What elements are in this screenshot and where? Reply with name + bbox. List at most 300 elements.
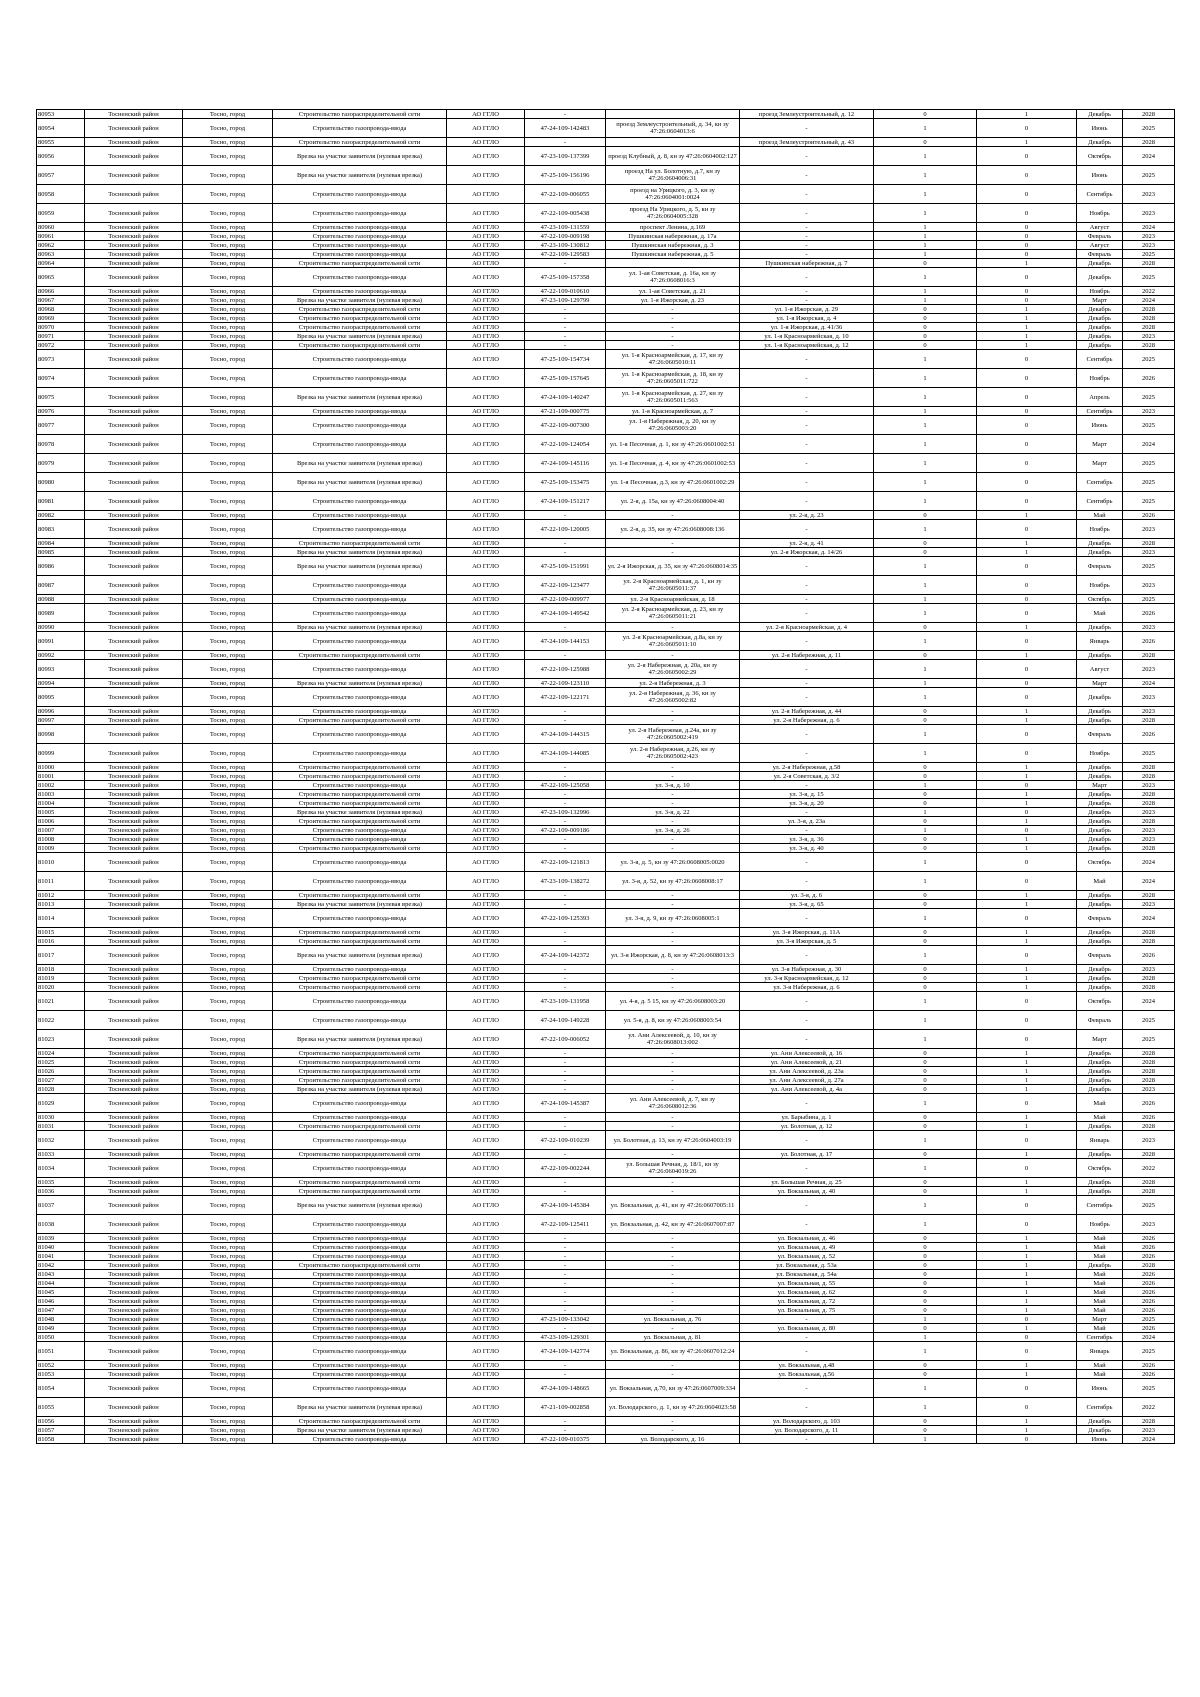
cell-object-address: ул. 3-я, д. 9, кн зу 47:26:0608005:1	[606, 909, 740, 928]
table-row	[37, 1094, 1175, 1113]
cell-count-network: 1	[977, 1361, 1077, 1370]
cell-network-address: ул. 1-я Красноармейская, д. 10	[740, 332, 874, 341]
cell-settlement: Тосно, город	[183, 781, 273, 790]
cell-year: 2026	[1123, 1094, 1175, 1113]
cell-district: Тосненский район	[85, 1049, 183, 1058]
cell-month: Август	[1077, 241, 1123, 250]
cell-year: 2025	[1123, 473, 1175, 492]
cell-work-type: Врезка на участке заявителя (нулевая врезка)	[273, 166, 447, 185]
cell-district: Тосненский район	[85, 232, 183, 241]
cell-object-address: ул. 2-я, д. 35, кн зу 47:26:0608008:136	[606, 520, 740, 539]
cell-year: 2023	[1123, 707, 1175, 716]
cell-organization: АО ГГЛО	[447, 110, 525, 119]
cell-network-address: -	[740, 407, 874, 416]
cell-settlement: Тосно, город	[183, 1159, 273, 1178]
cell-year: 2028	[1123, 259, 1175, 268]
cell-district: Тосненский район	[85, 1261, 183, 1270]
cell-district: Тосненский район	[85, 323, 183, 332]
cell-row-id: 80989	[37, 604, 85, 623]
cell-month: Май	[1077, 1234, 1123, 1243]
cell-district: Тосненский район	[85, 1150, 183, 1159]
cell-organization: АО ГГЛО	[447, 241, 525, 250]
cell-count-network: 0	[977, 576, 1077, 595]
cell-work-type: Строительство газопровода-ввода	[273, 416, 447, 435]
cell-row-id: 81051	[37, 1342, 85, 1361]
cell-month: Декабрь	[1077, 974, 1123, 983]
cell-network-address: -	[740, 576, 874, 595]
cell-year: 2024	[1123, 223, 1175, 232]
cell-request-number: 47-22-109-123477	[525, 576, 606, 595]
cell-work-type: Строительство газопровода-ввода	[273, 1288, 447, 1297]
table-row	[37, 781, 1175, 790]
cell-network-address: ул. 2-я Набережная, д. 6	[740, 716, 874, 725]
cell-count-network: 1	[977, 323, 1077, 332]
cell-count-connections: 1	[874, 604, 977, 623]
cell-month: Декабрь	[1077, 826, 1123, 835]
cell-district: Тосненский район	[85, 1342, 183, 1361]
cell-organization: АО ГГЛО	[447, 511, 525, 520]
cell-request-number: -	[525, 305, 606, 314]
cell-count-connections: 1	[874, 826, 977, 835]
cell-object-address: -	[606, 790, 740, 799]
cell-settlement: Тосно, город	[183, 1333, 273, 1342]
cell-network-address: ул. Володарского, д. 11	[740, 1426, 874, 1435]
cell-count-network: 0	[977, 1159, 1077, 1178]
cell-year: 2028	[1123, 983, 1175, 992]
cell-work-type: Строительство газопровода-ввода	[273, 725, 447, 744]
table-row	[37, 1315, 1175, 1324]
cell-month: Май	[1077, 1270, 1123, 1279]
cell-request-number: 47-23-109-130812	[525, 241, 606, 250]
cell-organization: АО ГГЛО	[447, 1058, 525, 1067]
cell-network-address: -	[740, 296, 874, 305]
cell-network-address: ул. 3-я, д. 40	[740, 844, 874, 853]
cell-district: Тосненский район	[85, 473, 183, 492]
cell-network-address: ул. Болотная, д. 17	[740, 1150, 874, 1159]
table-row	[37, 817, 1175, 826]
table-row	[37, 305, 1175, 314]
cell-count-connections: 1	[874, 185, 977, 204]
cell-settlement: Тосно, город	[183, 1187, 273, 1196]
cell-count-connections: 1	[874, 576, 977, 595]
cell-object-address: -	[606, 817, 740, 826]
cell-work-type: Строительство газопровода-ввода	[273, 1270, 447, 1279]
cell-request-number: -	[525, 1361, 606, 1370]
cell-request-number: 47-22-109-010375	[525, 1435, 606, 1444]
cell-settlement: Тосно, город	[183, 1435, 273, 1444]
cell-count-network: 1	[977, 1426, 1077, 1435]
cell-count-connections: 0	[874, 323, 977, 332]
cell-row-id: 80969	[37, 314, 85, 323]
cell-settlement: Тосно, город	[183, 268, 273, 287]
cell-settlement: Тосно, город	[183, 435, 273, 454]
cell-row-id: 80985	[37, 548, 85, 557]
cell-network-address: -	[740, 909, 874, 928]
cell-object-address: ул. 2-я Красноармейская, д. 23, кн зу 47:26:0605011:21	[606, 604, 740, 623]
cell-settlement: Тосно, город	[183, 1011, 273, 1030]
cell-count-network: 0	[977, 1011, 1077, 1030]
cell-object-address: ул. 2-я Красноармейская, д.8а, кн зу 47:26:0605011:10	[606, 632, 740, 651]
cell-district: Тосненский район	[85, 891, 183, 900]
cell-settlement: Тосно, город	[183, 1370, 273, 1379]
cell-request-number: -	[525, 1234, 606, 1243]
cell-object-address: ул. 1-я Красноармейская, д. 7	[606, 407, 740, 416]
cell-count-connections: 0	[874, 1058, 977, 1067]
cell-count-connections: 1	[874, 1379, 977, 1398]
cell-request-number: 47-22-109-125988	[525, 660, 606, 679]
cell-object-address: -	[606, 716, 740, 725]
cell-month: Декабрь	[1077, 817, 1123, 826]
cell-row-id: 81056	[37, 1417, 85, 1426]
cell-count-network: 0	[977, 853, 1077, 872]
cell-object-address: ул. 2-я Набережная, д.26, кн зу 47:26:0605002:423	[606, 744, 740, 763]
cell-settlement: Тосно, город	[183, 185, 273, 204]
cell-year: 2023	[1123, 835, 1175, 844]
cell-row-id: 80994	[37, 679, 85, 688]
cell-request-number: -	[525, 1067, 606, 1076]
cell-organization: АО ГГЛО	[447, 147, 525, 166]
cell-object-address: -	[606, 1324, 740, 1333]
cell-count-connections: 0	[874, 1187, 977, 1196]
cell-row-id: 80997	[37, 716, 85, 725]
cell-network-address: -	[740, 1159, 874, 1178]
cell-month: Январь	[1077, 1342, 1123, 1361]
cell-count-connections: 1	[874, 872, 977, 891]
cell-object-address: -	[606, 1234, 740, 1243]
cell-settlement: Тосно, город	[183, 992, 273, 1011]
cell-request-number: -	[525, 1306, 606, 1315]
cell-year: 2028	[1123, 1178, 1175, 1187]
cell-count-connections: 0	[874, 707, 977, 716]
cell-count-network: 1	[977, 891, 1077, 900]
cell-organization: АО ГГЛО	[447, 548, 525, 557]
cell-count-connections: 1	[874, 492, 977, 511]
cell-work-type: Строительство газопровода-ввода	[273, 492, 447, 511]
cell-row-id: 81010	[37, 853, 85, 872]
cell-request-number: 47-24-109-151217	[525, 492, 606, 511]
cell-row-id: 81007	[37, 826, 85, 835]
cell-request-number: -	[525, 835, 606, 844]
cell-year: 2028	[1123, 323, 1175, 332]
cell-organization: АО ГГЛО	[447, 1215, 525, 1234]
cell-network-address: ул. Вокзальная, д.48	[740, 1361, 874, 1370]
cell-row-id: 81011	[37, 872, 85, 891]
cell-row-id: 81037	[37, 1196, 85, 1215]
cell-object-address: ул. 2-я Набережная, д.24а, кн зу 47:26:0605002:419	[606, 725, 740, 744]
cell-settlement: Тосно, город	[183, 1094, 273, 1113]
cell-object-address: -	[606, 1058, 740, 1067]
cell-network-address: проезд Землеустроительный, д. 43	[740, 138, 874, 147]
cell-year: 2025	[1123, 454, 1175, 473]
cell-month: Май	[1077, 1113, 1123, 1122]
cell-organization: АО ГГЛО	[447, 817, 525, 826]
cell-month: Декабрь	[1077, 110, 1123, 119]
cell-count-connections: 0	[874, 1243, 977, 1252]
cell-month: Октябрь	[1077, 147, 1123, 166]
table-row	[37, 1279, 1175, 1288]
cell-object-address: -	[606, 1122, 740, 1131]
cell-organization: АО ГГЛО	[447, 974, 525, 983]
cell-row-id: 81015	[37, 928, 85, 937]
cell-settlement: Тосно, город	[183, 965, 273, 974]
cell-year: 2026	[1123, 1234, 1175, 1243]
cell-count-network: 0	[977, 296, 1077, 305]
cell-settlement: Тосно, город	[183, 790, 273, 799]
cell-settlement: Тосно, город	[183, 548, 273, 557]
cell-row-id: 81053	[37, 1370, 85, 1379]
cell-year: 2023	[1123, 900, 1175, 909]
cell-count-connections: 1	[874, 241, 977, 250]
cell-work-type: Строительство газораспределительной сети	[273, 1150, 447, 1159]
table-row	[37, 651, 1175, 660]
cell-organization: АО ГГЛО	[447, 369, 525, 388]
table-row	[37, 1030, 1175, 1049]
cell-district: Тосненский район	[85, 407, 183, 416]
cell-month: Ноябрь	[1077, 369, 1123, 388]
cell-month: Ноябрь	[1077, 1215, 1123, 1234]
table-body	[37, 110, 1175, 1444]
cell-row-id: 81028	[37, 1085, 85, 1094]
table-row	[37, 1252, 1175, 1261]
cell-organization: АО ГГЛО	[447, 223, 525, 232]
cell-year: 2024	[1123, 679, 1175, 688]
cell-network-address: -	[740, 147, 874, 166]
cell-count-network: 1	[977, 1067, 1077, 1076]
cell-work-type: Строительство газопровода-ввода	[273, 1333, 447, 1342]
cell-settlement: Тосно, город	[183, 1306, 273, 1315]
cell-row-id: 80975	[37, 388, 85, 407]
cell-row-id: 80964	[37, 259, 85, 268]
cell-count-network: 0	[977, 492, 1077, 511]
cell-organization: АО ГГЛО	[447, 946, 525, 965]
cell-request-number: 47-24-109-142774	[525, 1342, 606, 1361]
cell-district: Тосненский район	[85, 900, 183, 909]
cell-count-network: 0	[977, 992, 1077, 1011]
cell-request-number: -	[525, 716, 606, 725]
cell-month: Май	[1077, 1243, 1123, 1252]
cell-row-id: 80992	[37, 651, 85, 660]
cell-work-type: Строительство газопровода-ввода	[273, 1113, 447, 1122]
cell-organization: АО ГГЛО	[447, 965, 525, 974]
cell-object-address: ул. 2-я Набережная, д. 36, кн зу 47:26:0605002:82	[606, 688, 740, 707]
cell-year: 2028	[1123, 1417, 1175, 1426]
cell-count-connections: 1	[874, 223, 977, 232]
cell-object-address: -	[606, 1085, 740, 1094]
cell-count-network: 0	[977, 1379, 1077, 1398]
cell-network-address: ул. Вокзальная, д. 80	[740, 1324, 874, 1333]
cell-organization: АО ГГЛО	[447, 1234, 525, 1243]
cell-year: 2023	[1123, 332, 1175, 341]
cell-count-connections: 1	[874, 119, 977, 138]
cell-network-address: ул. Ани Алексеевой, д. 21	[740, 1058, 874, 1067]
cell-year: 2028	[1123, 539, 1175, 548]
table-row	[37, 435, 1175, 454]
cell-row-id: 80974	[37, 369, 85, 388]
cell-year: 2024	[1123, 1333, 1175, 1342]
cell-month: Декабрь	[1077, 314, 1123, 323]
table-row	[37, 296, 1175, 305]
cell-work-type: Строительство газопровода-ввода	[273, 268, 447, 287]
cell-count-connections: 0	[874, 844, 977, 853]
cell-count-connections: 1	[874, 287, 977, 296]
cell-organization: АО ГГЛО	[447, 1361, 525, 1370]
cell-request-number: -	[525, 1122, 606, 1131]
cell-count-network: 1	[977, 1261, 1077, 1270]
cell-count-network: 1	[977, 1270, 1077, 1279]
cell-count-connections: 1	[874, 1030, 977, 1049]
cell-network-address: ул. Ани Алексеевой, д. 27а	[740, 1076, 874, 1085]
cell-count-network: 1	[977, 1370, 1077, 1379]
cell-object-address: ул. 1-я Красноармейская, д. 17, кн зу 47:26:0605010:11	[606, 350, 740, 369]
cell-object-address: -	[606, 1049, 740, 1058]
table-row	[37, 1426, 1175, 1435]
cell-month: Декабрь	[1077, 1058, 1123, 1067]
cell-network-address: ул. 3-я, д. 65	[740, 900, 874, 909]
cell-count-network: 1	[977, 1417, 1077, 1426]
cell-count-connections: 0	[874, 799, 977, 808]
cell-object-address: -	[606, 539, 740, 548]
cell-count-network: 1	[977, 623, 1077, 632]
cell-count-connections: 0	[874, 891, 977, 900]
cell-object-address: ул. 1-я Песочная, д.3, кн зу 47:26:0601002:29	[606, 473, 740, 492]
cell-count-network: 0	[977, 369, 1077, 388]
cell-request-number: 47-24-109-149542	[525, 604, 606, 623]
cell-row-id: 81012	[37, 891, 85, 900]
cell-organization: АО ГГЛО	[447, 576, 525, 595]
cell-request-number: 47-22-109-006055	[525, 185, 606, 204]
table-row	[37, 744, 1175, 763]
cell-organization: АО ГГЛО	[447, 1094, 525, 1113]
cell-work-type: Строительство газопровода-ввода	[273, 965, 447, 974]
cell-work-type: Строительство газопровода-ввода	[273, 1370, 447, 1379]
cell-network-address: -	[740, 557, 874, 576]
cell-year: 2022	[1123, 1159, 1175, 1178]
cell-row-id: 80991	[37, 632, 85, 651]
cell-object-address: ул. 2-я, д. 15а, кн зу 47:26:0608004:40	[606, 492, 740, 511]
cell-work-type: Врезка на участке заявителя (нулевая врезка)	[273, 900, 447, 909]
cell-row-id: 81005	[37, 808, 85, 817]
cell-month: Февраль	[1077, 557, 1123, 576]
cell-district: Тосненский район	[85, 576, 183, 595]
cell-district: Тосненский район	[85, 1058, 183, 1067]
cell-organization: АО ГГЛО	[447, 679, 525, 688]
cell-request-number: -	[525, 1049, 606, 1058]
cell-network-address: ул. 1-я Ижорская, д. 29	[740, 305, 874, 314]
cell-row-id: 80962	[37, 241, 85, 250]
cell-district: Тосненский район	[85, 204, 183, 223]
cell-year: 2025	[1123, 416, 1175, 435]
cell-year: 2028	[1123, 341, 1175, 350]
cell-district: Тосненский район	[85, 250, 183, 259]
table-row	[37, 790, 1175, 799]
cell-count-connections: 1	[874, 166, 977, 185]
cell-organization: АО ГГЛО	[447, 416, 525, 435]
cell-month: Октябрь	[1077, 992, 1123, 1011]
cell-organization: АО ГГЛО	[447, 388, 525, 407]
cell-year: 2026	[1123, 1252, 1175, 1261]
cell-row-id: 80961	[37, 232, 85, 241]
cell-settlement: Тосно, город	[183, 1067, 273, 1076]
cell-count-network: 0	[977, 679, 1077, 688]
cell-row-id: 80987	[37, 576, 85, 595]
cell-object-address: -	[606, 1187, 740, 1196]
cell-count-network: 0	[977, 232, 1077, 241]
cell-work-type: Строительство газопровода-ввода	[273, 1094, 447, 1113]
cell-year: 2026	[1123, 1324, 1175, 1333]
cell-count-network: 1	[977, 965, 1077, 974]
cell-year: 2024	[1123, 147, 1175, 166]
cell-work-type: Строительство газопровода-ввода	[273, 1252, 447, 1261]
cell-settlement: Тосно, город	[183, 707, 273, 716]
cell-count-network: 1	[977, 138, 1077, 147]
cell-row-id: 80986	[37, 557, 85, 576]
cell-work-type: Врезка на участке заявителя (нулевая врезка)	[273, 1030, 447, 1049]
cell-settlement: Тосно, город	[183, 688, 273, 707]
cell-count-network: 0	[977, 557, 1077, 576]
cell-network-address: -	[740, 492, 874, 511]
table-row	[37, 1379, 1175, 1398]
cell-count-connections: 1	[874, 688, 977, 707]
cell-settlement: Тосно, город	[183, 1398, 273, 1417]
cell-object-address: -	[606, 844, 740, 853]
cell-district: Тосненский район	[85, 679, 183, 688]
cell-network-address: -	[740, 520, 874, 539]
cell-district: Тосненский район	[85, 296, 183, 305]
cell-row-id: 81032	[37, 1131, 85, 1150]
cell-count-network: 0	[977, 250, 1077, 259]
cell-year: 2025	[1123, 1379, 1175, 1398]
cell-month: Январь	[1077, 1131, 1123, 1150]
cell-network-address: -	[740, 872, 874, 891]
cell-settlement: Тосно, город	[183, 305, 273, 314]
cell-month: Март	[1077, 296, 1123, 305]
cell-row-id: 81038	[37, 1215, 85, 1234]
cell-month: Октябрь	[1077, 595, 1123, 604]
cell-request-number: 47-22-109-125393	[525, 909, 606, 928]
cell-month: Май	[1077, 511, 1123, 520]
cell-month: Июнь	[1077, 416, 1123, 435]
table-row	[37, 1150, 1175, 1159]
cell-count-connections: 0	[874, 1234, 977, 1243]
table-row	[37, 287, 1175, 296]
cell-network-address: ул. 1-я Ижорская, д. 41/36	[740, 323, 874, 332]
cell-work-type: Строительство газораспределительной сети	[273, 539, 447, 548]
cell-request-number: -	[525, 1426, 606, 1435]
cell-request-number: 47-22-109-129583	[525, 250, 606, 259]
table-row	[37, 1417, 1175, 1426]
cell-district: Тосненский район	[85, 1398, 183, 1417]
cell-count-connections: 1	[874, 1435, 977, 1444]
cell-count-network: 0	[977, 660, 1077, 679]
cell-year: 2026	[1123, 1243, 1175, 1252]
cell-object-address: -	[606, 1243, 740, 1252]
cell-network-address: -	[740, 632, 874, 651]
cell-month: Ноябрь	[1077, 520, 1123, 539]
cell-request-number: -	[525, 623, 606, 632]
table-row	[37, 1370, 1175, 1379]
cell-network-address: ул. Барыбина, д. 1	[740, 1113, 874, 1122]
cell-object-address: ул. Вокзальная, д. 81	[606, 1333, 740, 1342]
table-row	[37, 965, 1175, 974]
cell-settlement: Тосно, город	[183, 110, 273, 119]
cell-month: Декабрь	[1077, 1122, 1123, 1131]
cell-year: 2023	[1123, 826, 1175, 835]
cell-district: Тосненский район	[85, 268, 183, 287]
table-row	[37, 323, 1175, 332]
table-row	[37, 539, 1175, 548]
cell-request-number: -	[525, 1058, 606, 1067]
table-row	[37, 147, 1175, 166]
